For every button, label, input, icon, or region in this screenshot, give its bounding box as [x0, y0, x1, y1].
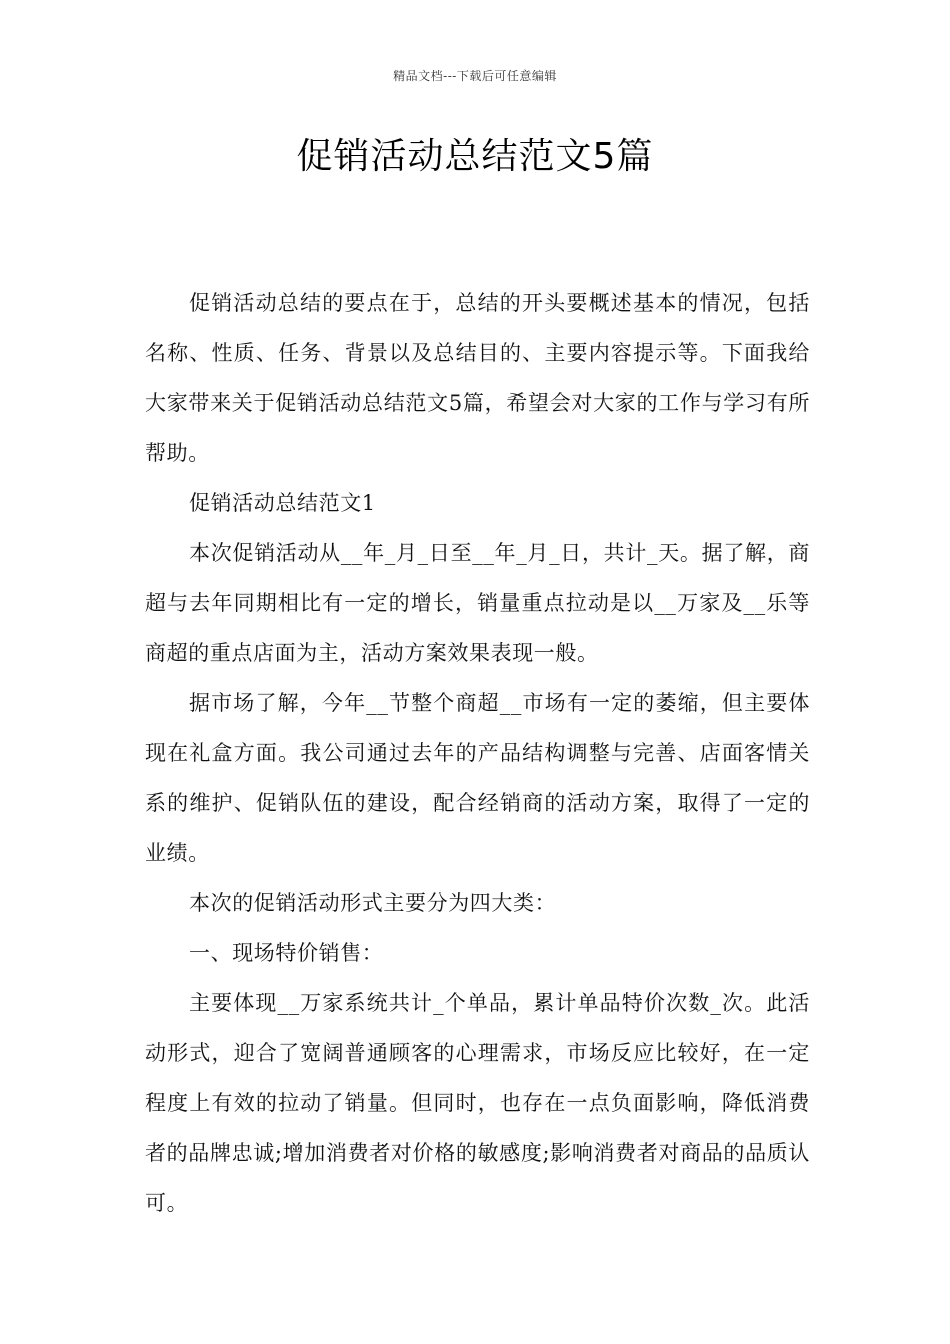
- document-body: [145, 278, 810, 1228]
- body-paragraph: 本次的促销活动形式主要分为四大类：: [189, 891, 557, 915]
- body-paragraph: 本次促销活动从__年_月_日至__年_月_日，共计_天。据了解，商超与去年同期相比有一定的增长，销量重点拉动是以__万家及__乐等商超的重点店面为主，活动方案效果表现一般。: [145, 541, 810, 665]
- header-note: 精品文档---下载后可任意编辑: [393, 69, 557, 83]
- section-heading: 促销活动总结范文1: [189, 491, 376, 515]
- subsection-heading: 一、现场特价销售：: [189, 941, 384, 965]
- intro-paragraph: 促销活动总结的要点在于，总结的开头要概述基本的情况，包括名称、性质、任务、背景以及总结目的、主要内容提示等。下面我给大家带来关于促销活动总结范文5篇，希望会对大家的工作与学习有所帮助。: [145, 291, 810, 465]
- document-title: 促销活动总结范文5篇: [296, 136, 654, 177]
- body-paragraph: 主要体现__万家系统共计_个单品，累计单品特价次数_次。此活动形式，迎合了宽阔普通顾客的心理需求，市场反应比较好，在一定程度上有效的拉动了销量。但同时，也存在一点负面影响，降低消费者的品牌忠诚;增加消费者对价格的敏感度;影响消费者对商品的品质认可。: [145, 991, 810, 1215]
- body-paragraph: 据市场了解，今年__节整个商超__市场有一定的萎缩，但主要体现在礼盒方面。我公司通过去年的产品结构调整与完善、店面客情关系的维护、促销队伍的建设，配合经销商的活动方案，取得了一定的业绩。: [145, 691, 810, 865]
